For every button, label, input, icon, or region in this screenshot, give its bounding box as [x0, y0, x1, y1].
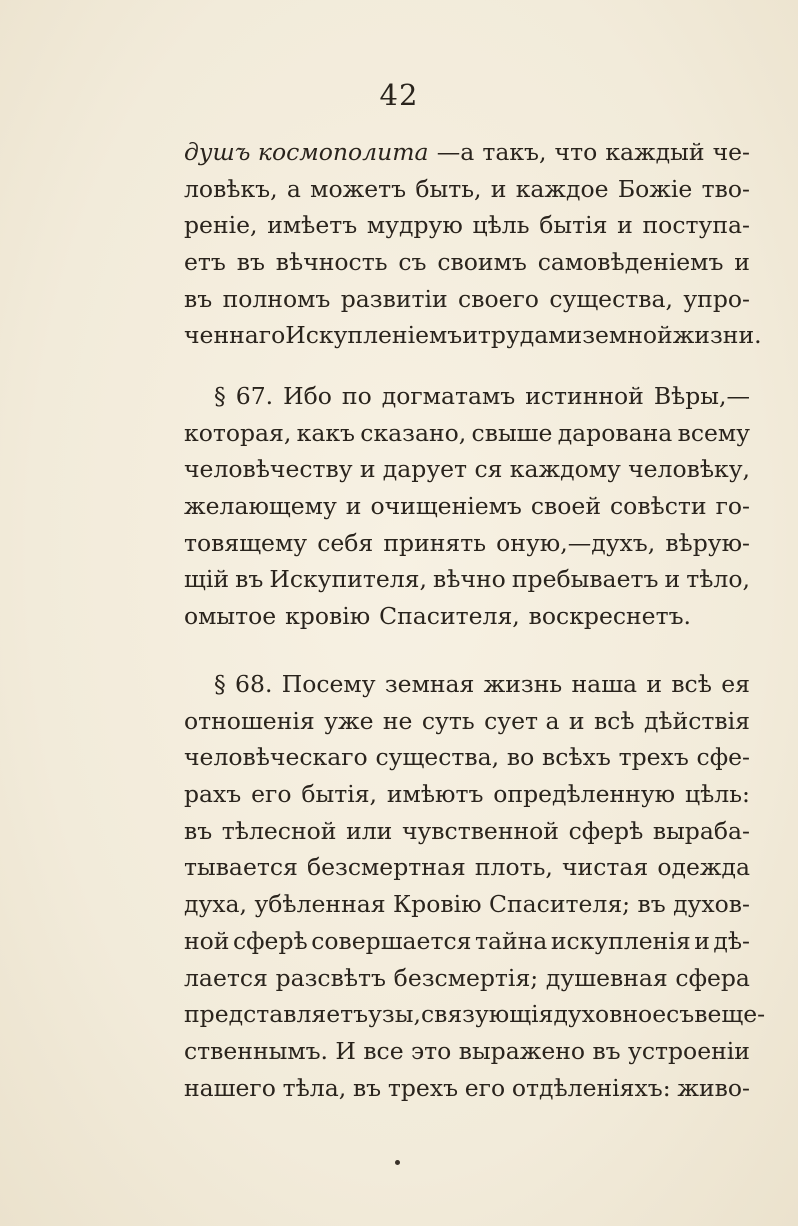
word: имѣютъ: [386, 780, 484, 809]
word: что: [554, 138, 598, 166]
word: все: [363, 1036, 404, 1065]
word: ной: [184, 926, 230, 955]
paragraph-cosmopolitan: [184, 134, 762, 354]
word: всѣ: [593, 706, 635, 735]
word: всѣ: [671, 670, 712, 698]
word: и: [694, 926, 710, 955]
word: пребываетъ: [511, 565, 659, 594]
word: можетъ: [310, 174, 407, 203]
word: въ: [236, 248, 265, 277]
word: ея: [721, 670, 750, 698]
text-line: [184, 317, 762, 354]
word: рахъ: [184, 780, 242, 809]
word: устроеніи: [628, 1036, 750, 1065]
word: съ: [666, 1000, 695, 1029]
word: поступа-: [642, 211, 750, 240]
word: каждое: [515, 174, 609, 203]
word: ченнаго: [184, 321, 286, 350]
word: земная: [384, 670, 475, 698]
word: сферѣ: [233, 926, 308, 955]
word: дѣйствія: [643, 706, 750, 735]
word: вѣчность: [275, 248, 388, 277]
text-line: [184, 525, 750, 562]
text-line: [184, 996, 766, 1033]
word: Спасителя,: [379, 602, 520, 631]
word: и: [646, 670, 663, 698]
word: а: [286, 174, 301, 203]
word: безсмертія;: [393, 963, 539, 992]
word: одежда: [657, 853, 750, 882]
word: вѣрую-: [665, 528, 750, 557]
word: своей: [530, 492, 602, 521]
word: мудрую: [366, 211, 463, 240]
word: сфера: [675, 963, 750, 992]
text-line: [184, 244, 750, 281]
word: и: [345, 492, 362, 521]
word: цѣль:: [685, 780, 750, 809]
word: очищеніемъ: [370, 492, 522, 521]
word: И: [335, 1036, 356, 1065]
word: совершается: [311, 926, 472, 955]
word: тывается: [184, 853, 298, 882]
page-ornament-dot: [395, 1160, 400, 1165]
word: сфе-: [696, 743, 750, 772]
text-line: [184, 1033, 750, 1070]
word: и: [617, 211, 633, 240]
text-line: [184, 561, 750, 598]
word: —а: [436, 138, 475, 166]
word: духа,: [184, 890, 248, 919]
paragraph-68: [184, 666, 766, 1106]
word: упро-: [683, 284, 750, 313]
word: Божіе: [617, 174, 693, 203]
word: самовѣденіемъ: [537, 248, 724, 277]
word: воскреснетъ.: [528, 602, 692, 631]
word: опредѣленную: [493, 780, 676, 809]
word: и: [462, 321, 478, 350]
word: и: [664, 565, 681, 594]
word: §: [214, 670, 226, 698]
word: дѣ-: [713, 926, 750, 955]
word: не: [382, 706, 413, 735]
word: ственнымъ.: [184, 1036, 329, 1065]
word: въ: [352, 1073, 382, 1102]
word: безсмертная: [306, 853, 466, 882]
word: Посему: [281, 670, 376, 698]
word: ловѣкъ,: [184, 174, 278, 203]
word: всѣхъ: [542, 743, 611, 772]
word: реніе,: [184, 211, 258, 240]
word: кровію: [285, 602, 371, 631]
word: и: [734, 248, 750, 277]
text-line: [184, 666, 750, 703]
word: 67.: [235, 382, 274, 410]
word: сует а: [484, 706, 560, 735]
word: суть: [421, 706, 475, 735]
word: духовное: [553, 1000, 667, 1029]
word: въ: [184, 284, 213, 313]
word: съ: [398, 248, 427, 277]
word: тайна: [474, 926, 548, 955]
word: себя: [317, 528, 374, 557]
text-line: [184, 598, 750, 635]
text-line: [184, 960, 750, 997]
word: бытія,: [301, 780, 378, 809]
word: тѣло,: [686, 565, 750, 594]
word: вѣчно: [433, 565, 506, 594]
word: отдѣленіяхъ:: [511, 1073, 671, 1102]
word: узы,: [368, 1000, 421, 1029]
word: или: [346, 816, 393, 845]
word: тѣлесной: [221, 816, 337, 845]
word: во: [506, 743, 535, 772]
word: сказано,: [360, 418, 467, 447]
word: которая,: [184, 418, 292, 447]
word: Искупителя,: [269, 565, 427, 594]
word: жизни.: [672, 321, 762, 350]
word: земной: [582, 321, 673, 350]
word: своимъ: [437, 248, 527, 277]
word: человѣческаго: [184, 743, 368, 772]
word: чистая: [562, 853, 649, 882]
word: желающему: [184, 492, 337, 521]
paragraph-67: [184, 378, 750, 635]
word: въ: [184, 816, 213, 845]
word: полномъ: [222, 284, 331, 313]
word: Кровію: [393, 890, 482, 919]
word: трудами: [477, 321, 583, 350]
word: такъ,: [482, 138, 547, 166]
word: имѣетъ: [267, 211, 358, 240]
word: Спасителя;: [489, 890, 631, 919]
word: выражено: [458, 1036, 586, 1065]
word: дарует ся: [382, 455, 503, 484]
word: быть,: [415, 174, 482, 203]
word: догматамъ: [381, 382, 516, 410]
word: по: [341, 382, 372, 410]
word: живо-: [677, 1073, 750, 1102]
word: тво-: [701, 174, 750, 203]
word: каждый: [605, 138, 705, 166]
word: нашего: [184, 1073, 276, 1102]
word: цѣль: [472, 211, 530, 240]
word: и: [359, 455, 376, 484]
word: щій: [184, 565, 230, 594]
word: свыше: [471, 418, 553, 447]
word: представляетъ: [184, 1000, 369, 1029]
text-line: [184, 886, 750, 923]
word: веще-: [694, 1000, 766, 1029]
word: духов-: [673, 890, 750, 919]
text-line: [184, 415, 750, 452]
word: существа,: [549, 284, 673, 313]
text-line: [184, 281, 750, 318]
word: уже: [324, 706, 374, 735]
text-line: [184, 813, 750, 850]
word: жизнь: [483, 670, 563, 698]
word: че-: [712, 138, 750, 166]
word: и: [490, 174, 507, 203]
word: его: [251, 780, 292, 809]
text-line: [184, 923, 750, 960]
word: какъ: [296, 418, 355, 447]
word: душъ космополита: [184, 138, 429, 166]
word: оную,—духъ,: [496, 528, 656, 557]
text-line: [184, 207, 750, 244]
word: разсвѣтъ: [275, 963, 386, 992]
word: каждому: [509, 455, 621, 484]
text-line: [184, 488, 750, 525]
word: искупленія: [550, 926, 691, 955]
word: трехъ: [387, 1073, 459, 1102]
text-line: [184, 703, 750, 740]
word: своего: [458, 284, 539, 313]
text-line: [184, 171, 750, 208]
text-line: [184, 378, 750, 415]
word: 68.: [235, 670, 273, 698]
word: развитіи: [340, 284, 448, 313]
text-line: [184, 776, 750, 813]
word: сферѣ: [568, 816, 644, 845]
text-line: [184, 739, 750, 776]
word: совѣсти: [610, 492, 707, 521]
word: тѣла,: [282, 1073, 347, 1102]
page-number: 42: [379, 78, 419, 112]
word: истинной: [525, 382, 644, 410]
word: въ: [637, 890, 666, 919]
word: Вѣры,—: [653, 382, 750, 410]
word: лается: [184, 963, 268, 992]
word: Ибо: [283, 382, 332, 410]
word: дарована: [557, 418, 673, 447]
word: въ: [235, 565, 264, 594]
word: существа,: [375, 743, 500, 772]
word: етъ: [184, 248, 226, 277]
word: отношенія: [184, 706, 315, 735]
word: выраба-: [652, 816, 750, 845]
word: въ: [592, 1036, 621, 1065]
word: §: [214, 382, 226, 410]
word: его: [464, 1073, 506, 1102]
word: товящему: [184, 528, 308, 557]
word: бытія: [539, 211, 608, 240]
word: чувственной: [401, 816, 559, 845]
word: Искупленіемъ: [285, 321, 463, 350]
word: принять: [383, 528, 487, 557]
word: человѣку,: [628, 455, 750, 484]
word: человѣчеству: [184, 455, 353, 484]
word: это: [411, 1036, 452, 1065]
word: трехъ: [618, 743, 689, 772]
word: омытое: [184, 602, 277, 631]
word: и: [568, 706, 585, 735]
word: душевная: [545, 963, 668, 992]
text-line: [184, 1070, 750, 1107]
word: наша: [571, 670, 638, 698]
text-line: [184, 849, 750, 886]
word: всему: [677, 418, 750, 447]
text-line: [184, 134, 750, 171]
text-line: [184, 451, 750, 488]
word: связующія: [420, 1000, 554, 1029]
word: плоть,: [474, 853, 553, 882]
word: убѣленная: [254, 890, 386, 919]
word: го-: [715, 492, 750, 521]
